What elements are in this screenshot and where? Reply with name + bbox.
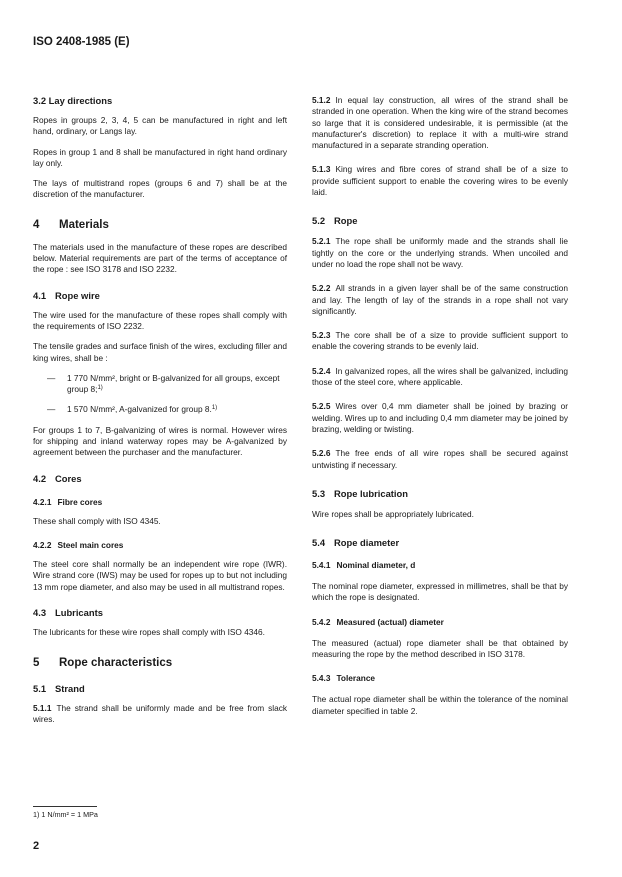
- heading-5-1-number: 5.1: [33, 683, 47, 695]
- heading-4-2-1-title: Fibre cores: [57, 496, 103, 507]
- heading-4-1-number: 4.1: [33, 289, 47, 301]
- paragraph-3-2-c: The lays of multistrand ropes (groups 6 and 7) shall be at the discretion of the manufacturer.: [33, 178, 287, 200]
- heading-5-4-2-number: 5.4.2: [312, 616, 331, 627]
- heading-5-4-1-number: 5.4.1: [312, 560, 331, 571]
- paragraph-5-2-2-number: 5.2.2: [312, 283, 331, 294]
- heading-4-2-1: [33, 497, 287, 507]
- heading-4-3-title: Lubricants: [55, 606, 103, 618]
- heading-5-3-number: 5.3: [312, 487, 326, 499]
- paragraph-5-1-3-text: King wires and fibre cores of strand shall be of a size to provide sufficient support to enable the covering wires to be evenly laid.: [312, 164, 568, 198]
- paragraph-3-2-a: Ropes in groups 2, 3, 4, 5 can be manufactured in right and left hand, ordinary, or Langs lay.: [33, 115, 287, 137]
- heading-3-2: 3.2 Lay directions: [33, 95, 113, 106]
- heading-5-1: [33, 683, 287, 694]
- heading-5-4-1-title: Nominal diameter, d: [336, 560, 416, 571]
- paragraph-5-2-6-number: 5.2.6: [312, 448, 331, 459]
- list-item: [33, 404, 287, 415]
- right-column: [312, 95, 568, 717]
- paragraph-5-1-2: [312, 95, 568, 151]
- heading-4-2-title: Cores: [55, 472, 82, 484]
- heading-5-4: [312, 537, 568, 548]
- left-column: [33, 95, 287, 726]
- paragraph-5-2-2: [312, 283, 568, 317]
- heading-4: [33, 219, 287, 231]
- paragraph-5-3: Wire ropes shall be appropriately lubricated.: [312, 508, 474, 519]
- footnote-ref: 1): [97, 385, 103, 392]
- paragraph-5-4-3: The actual rope diameter shall be within the tolerance of the nominal diameter specified in table 2.: [312, 694, 568, 716]
- heading-5-4-number: 5.4: [312, 537, 326, 549]
- paragraph-5-1-1-text: The strand shall be uniformly made and be free from slack wires.: [33, 703, 287, 725]
- paragraph-5-1-2-text: In equal lay construction, all wires of the strand shall be stranded in one operation. When the king wire of the strand becomes so large that it is considered undesirable, it is permissible (at the manufacturer's discretion) to replace it with a multi-wire strand manufactured in a separate stranding operation.: [312, 95, 568, 151]
- heading-5-2-number: 5.2: [312, 215, 326, 227]
- heading-5-4-3: [312, 673, 568, 683]
- paragraph-5-2-3: [312, 330, 568, 353]
- heading-4-number: 4: [33, 218, 40, 231]
- heading-4-title: Materials: [59, 218, 109, 231]
- paragraph-4-1-c: For groups 1 to 7, B-galvanizing of wires is normal. However wires for shipping and inland waterway ropes may be A-galvanized by agreement between the purchaser and the manufacturer.: [33, 424, 287, 458]
- paragraph-5-1-1-number: 5.1.1: [33, 703, 52, 714]
- heading-4-1-title: Rope wire: [55, 289, 100, 301]
- heading-4-1: [33, 290, 287, 301]
- heading-4-3-number: 4.3: [33, 606, 47, 618]
- heading-5-3-title: Rope lubrication: [334, 487, 408, 499]
- heading-4-2-1-number: 4.2.1: [33, 496, 52, 507]
- paragraph-5-2-5: [312, 401, 568, 435]
- paragraph-5-1-3-number: 5.1.3: [312, 164, 331, 175]
- paragraph-5-2-5-text: Wires over 0,4 mm diameter shall be joined by brazing or welding. Wires up to and including 0,4 mm diameter may be joined by brazing, welding or twisting.: [312, 401, 568, 434]
- bullet-text-1: 1 770 N/mm², bright or B-galvanized for all groups, except group 8;: [67, 372, 280, 395]
- bullet-text-2: 1 570 N/mm², A-galvanized for group 8.: [67, 404, 212, 415]
- paragraph-5-2-1-text: The rope shall be uniformly made and the strands shall lie tightly on the core or the underlying strands. When uncoiled and under no load the rope shall not be wavy.: [312, 236, 568, 269]
- heading-4-2-number: 4.2: [33, 472, 47, 484]
- heading-4-3: [33, 607, 287, 618]
- heading-4-2: [33, 473, 287, 484]
- paragraph-5-2-4: [312, 366, 568, 389]
- footnote-ref: 1): [211, 405, 218, 412]
- bullet-dash: —: [47, 372, 56, 383]
- paragraph-5-2-3-text: The core shall be of a size to provide sufficient support to enable the covering strands to be evenly laid.: [312, 330, 568, 352]
- paragraph-4-1-b: The tensile grades and surface finish of the wires, excluding filler and king wires, shall be :: [33, 341, 287, 363]
- heading-5-4-2: [312, 617, 568, 627]
- heading-5-number: 5: [33, 657, 40, 670]
- paragraph-4-1-a: The wire used for the manufacture of these ropes shall comply with the requirements of ISO 2232.: [33, 309, 287, 331]
- heading-5-4-1: [312, 560, 568, 570]
- heading-5-title: Rope characteristics: [59, 657, 173, 670]
- running-header: ISO 2408-1985 (E): [33, 36, 130, 48]
- paragraph-5-2-4-number: 5.2.4: [312, 365, 331, 376]
- heading-4-2-2-title: Steel main cores: [57, 539, 124, 550]
- heading-5-2-title: Rope: [334, 215, 358, 227]
- paragraph-5-2-2-text: All strands in a given layer shall be of the same construction and lay. The length of lay of the strands in a rope shall not vary significantly.: [312, 283, 568, 316]
- paragraph-5-1-3: [312, 164, 568, 198]
- heading-5-3: [312, 488, 568, 499]
- heading-5-1-title: Strand: [55, 683, 85, 695]
- heading-5-4-3-number: 5.4.3: [312, 673, 331, 684]
- paragraph-5-2-6-text: The free ends of all wire ropes shall be secured against untwisting if necessary.: [312, 448, 568, 470]
- paragraph-5-2-3-number: 5.2.3: [312, 330, 331, 341]
- bullet-dash: —: [47, 404, 56, 415]
- heading-5-4-2-title: Measured (actual) diameter: [336, 616, 444, 627]
- heading-5-4-title: Rope diameter: [334, 537, 400, 549]
- paragraph-4-2-2: The steel core shall normally be an independent wire rope (IWR). Wire strand core (IWS) may be used for ropes up to but not including 13 mm rope diameter, and also may be used in all multistrand ropes.: [33, 558, 287, 592]
- paragraph-5-4-2: The measured (actual) rope diameter shall be that obtained by measuring the rope by the method described in ISO 3178.: [312, 637, 568, 660]
- paragraph-5-2-1: [312, 236, 568, 270]
- paragraph-5-2-4-text: In galvanized ropes, all the wires shall be galvanized, including those of the steel core, where applicable.: [312, 365, 568, 388]
- list-item: [33, 373, 287, 396]
- footnote: 1) 1 N/mm² = 1 MPa: [33, 810, 98, 819]
- heading-4-2-2: [33, 540, 287, 550]
- paragraph-5-2-1-number: 5.2.1: [312, 236, 331, 247]
- paragraph-4-2-1: These shall comply with ISO 4345.: [33, 515, 161, 526]
- paragraph-5-1-2-number: 5.1.2: [312, 95, 331, 105]
- paragraph-5-4-1: The nominal rope diameter, expressed in millimetres, shall be that by which the rope is designated.: [312, 581, 568, 603]
- page-number: 2: [33, 840, 40, 852]
- footnote-divider: [33, 806, 97, 807]
- heading-4-2-2-number: 4.2.2: [33, 539, 52, 550]
- heading-5-4-3-title: Tolerance: [336, 673, 376, 684]
- paragraph-4: The materials used in the manufacture of these ropes are described below. Material requirements are part of the terms of acceptance of the rope : see ISO 3178 and ISO 2232.: [33, 241, 287, 275]
- paragraph-5-2-6: [312, 448, 568, 471]
- paragraph-3-2-b: Ropes in group 1 and 8 shall be manufactured in right hand ordinary lay only.: [33, 146, 287, 168]
- paragraph-4-3: The lubricants for these wire ropes shall comply with ISO 4346.: [33, 626, 265, 637]
- heading-5: [33, 657, 287, 669]
- paragraph-5-1-1: [33, 703, 287, 726]
- heading-5-2: [312, 215, 568, 226]
- paragraph-5-2-5-number: 5.2.5: [312, 401, 331, 412]
